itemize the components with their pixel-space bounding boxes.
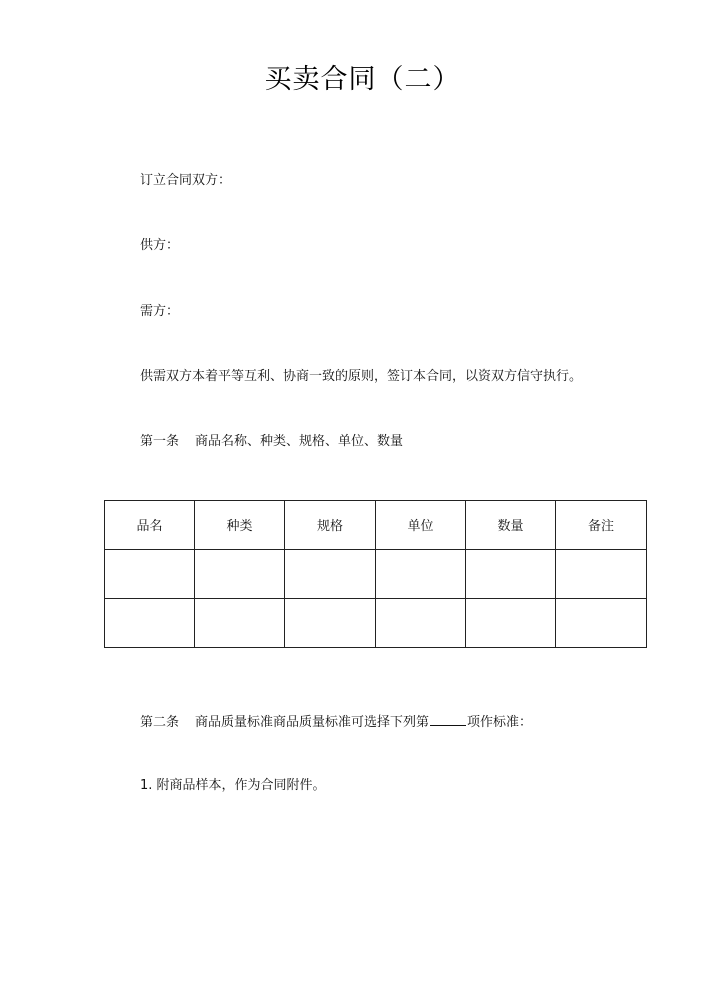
article-2-text-after: 项作标准： bbox=[467, 715, 533, 730]
table-header-cell: 规格 bbox=[285, 501, 376, 550]
table-cell bbox=[105, 599, 195, 648]
article-2-number: 第二条 bbox=[140, 715, 180, 730]
fill-in-blank bbox=[430, 712, 466, 726]
table-cell bbox=[285, 599, 376, 648]
table-header-cell: 品名 bbox=[105, 501, 195, 550]
table-cell bbox=[105, 550, 195, 599]
table-row bbox=[105, 599, 647, 648]
table-row bbox=[105, 550, 647, 599]
table-cell bbox=[195, 550, 285, 599]
buyer-label: 需方： bbox=[140, 304, 180, 319]
table-cell bbox=[466, 550, 556, 599]
document-title: 买卖合同（二） bbox=[264, 64, 461, 95]
table-cell bbox=[376, 599, 466, 648]
table-header-cell: 种类 bbox=[195, 501, 285, 550]
table-header-cell: 备注 bbox=[556, 501, 647, 550]
table-header-cell: 单位 bbox=[376, 501, 466, 550]
goods-table bbox=[104, 500, 647, 648]
table-cell bbox=[376, 550, 466, 599]
article-1-text: 商品名称、种类、规格、单位、数量 bbox=[195, 434, 404, 449]
table-cell bbox=[556, 550, 647, 599]
table-cell bbox=[285, 550, 376, 599]
parties-heading: 订立合同双方： bbox=[140, 173, 232, 188]
article-2-text-before: 商品质量标准商品质量标准可选择下列第 bbox=[195, 715, 430, 730]
table-cell bbox=[195, 599, 285, 648]
article-1-number: 第一条 bbox=[140, 434, 180, 449]
table-header-cell: 数量 bbox=[466, 501, 556, 550]
article-2 bbox=[140, 712, 532, 732]
article-1 bbox=[140, 433, 403, 451]
table-header-row bbox=[105, 501, 647, 550]
table-cell bbox=[466, 599, 556, 648]
supplier-label: 供方： bbox=[140, 238, 180, 253]
item-1: 1. 附商品样本，作为合同附件。 bbox=[140, 778, 326, 793]
intro-paragraph: 供需双方本着平等互利、协商一致的原则，签订本合同，以资双方信守执行。 bbox=[140, 369, 583, 384]
table-cell bbox=[556, 599, 647, 648]
